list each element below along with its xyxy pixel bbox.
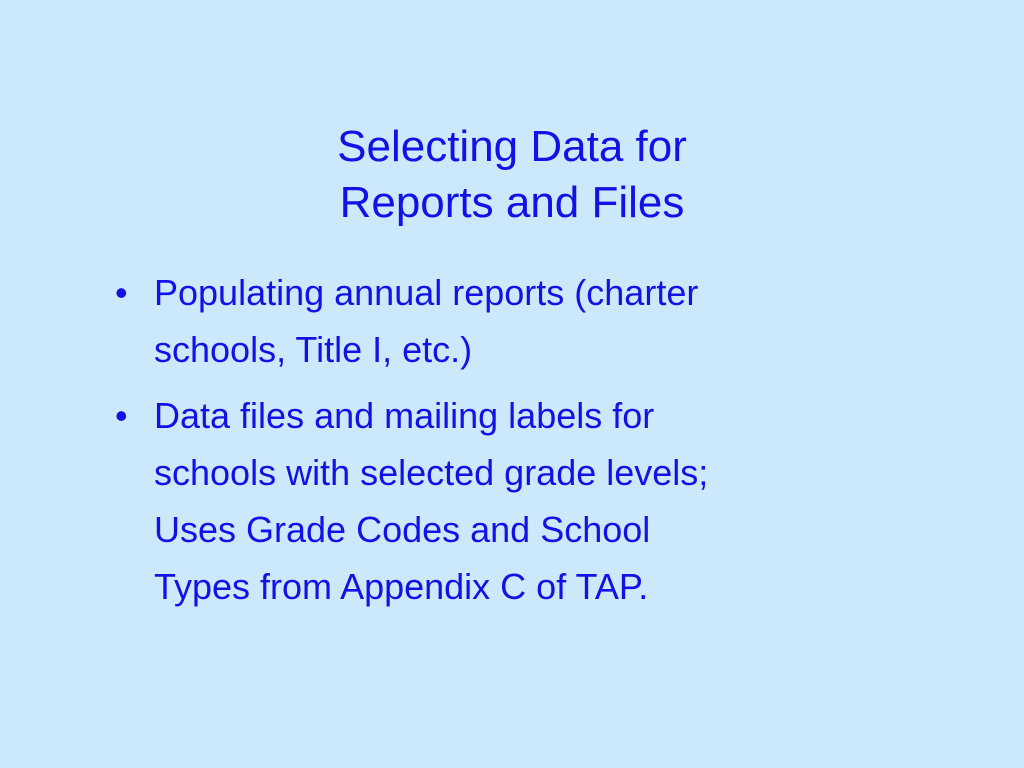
bullet-list bbox=[112, 264, 892, 624]
bullet-text-line: schools with selected grade levels; bbox=[154, 452, 709, 493]
bullet-item-data-files bbox=[112, 387, 892, 615]
bullet-text-line: Types from Appendix C of TAP. bbox=[154, 566, 649, 607]
bullet-dot-icon: • bbox=[115, 272, 128, 313]
bullet-text-line: Uses Grade Codes and School bbox=[154, 509, 651, 550]
bullet-text-line: schools, Title I, etc.) bbox=[154, 329, 473, 370]
bullet-item-annual-reports bbox=[112, 264, 892, 378]
bullet-text-line: Data files and mailing labels for bbox=[154, 395, 655, 436]
slide-title-line-1: Selecting Data for bbox=[337, 122, 687, 171]
bullet-dot-icon: • bbox=[115, 395, 128, 436]
bullet-text-line: Populating annual reports (charter bbox=[154, 272, 699, 313]
slide-title bbox=[112, 119, 912, 231]
slide-title-line-2: Reports and Files bbox=[339, 178, 685, 227]
